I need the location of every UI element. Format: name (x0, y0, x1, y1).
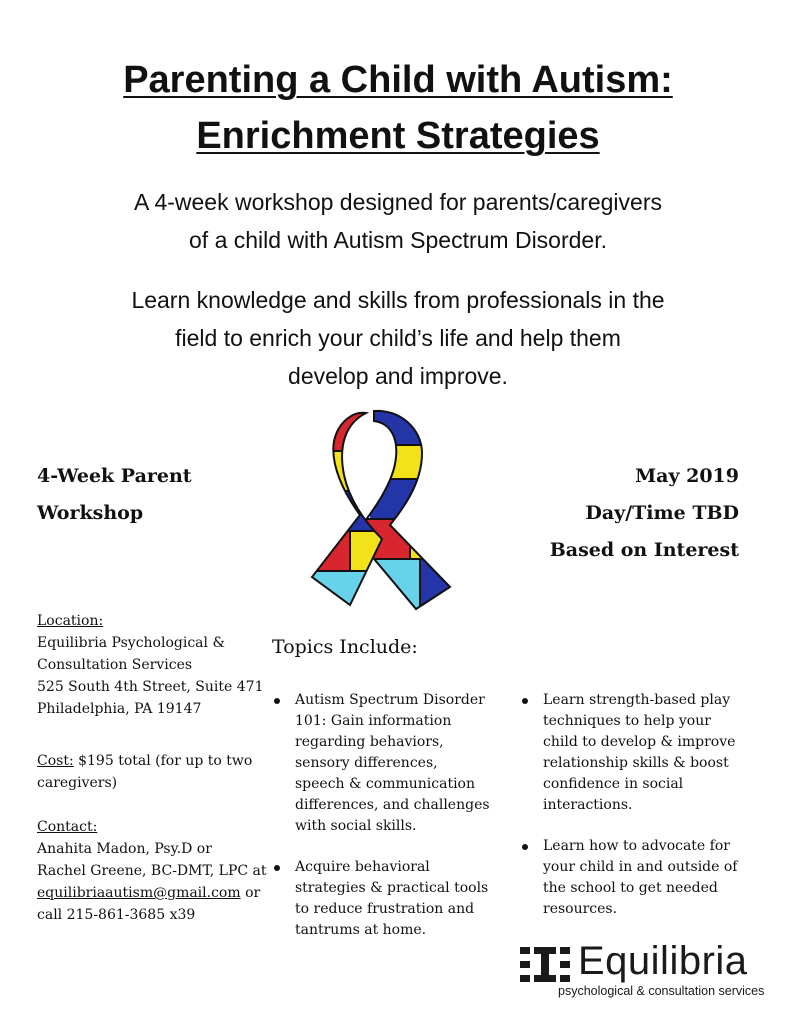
location-line-2: Consultation Services (37, 657, 193, 673)
workshop-line-1: 4-Week Parent (37, 465, 192, 487)
equilibria-logo (520, 939, 765, 1000)
cost-block (37, 750, 267, 794)
workshop-line-2: Workshop (37, 502, 144, 524)
topic-item: Learn strength-based play techniques to help your child to develop & improve relationship skills & boost confidence in social interactions. (520, 690, 748, 816)
schedule-time: Day/Time TBD (585, 502, 739, 524)
schedule-basis: Based on Interest (549, 539, 739, 561)
topics-heading: Topics Include: (272, 636, 418, 658)
contact-label: Contact: (37, 819, 98, 835)
schedule-date: May 2019 (635, 465, 739, 487)
logo-name: Equilibria (578, 939, 748, 983)
logo-tagline: psychological & consultation services (558, 984, 765, 998)
location-line-3: 525 South 4th Street, Suite 471 (37, 679, 264, 695)
contact-email-link[interactable]: equilibriaautism@gmail.com (37, 885, 241, 901)
intro-learn (60, 281, 736, 395)
title-line-1: Parenting a Child with Autism: (123, 59, 673, 101)
topic-item: Learn how to advocate for your child in and outside of the school to get needed resources. (520, 836, 748, 920)
intro-line-1: A 4-week workshop designed for parents/caregivers (133, 189, 662, 215)
intro-line-4: field to enrich your child’s life and help them (175, 325, 621, 351)
schedule-block (550, 458, 739, 569)
title-line-2: Enrichment Strategies (196, 115, 600, 157)
intro-line-2: of a child with Autism Spectrum Disorder. (189, 227, 607, 253)
contact-line-2: Rachel Greene, BC-DMT, LPC at (37, 863, 267, 879)
autism-puzzle-ribbon-icon (310, 405, 456, 613)
contact-block (37, 816, 267, 926)
location-line-4: Philadelphia, PA 19147 (37, 701, 202, 717)
topic-item: Autism Spectrum Disorder 101: Gain information regarding behaviors, sensory differences, speech & communication differences, and challenges with social skills. (272, 690, 490, 837)
location-label: Location: (37, 613, 104, 629)
topics-column-left (272, 690, 490, 961)
cost-label: Cost: (37, 753, 74, 769)
contact-email-suffix: or (240, 885, 261, 901)
contact-line-3: call 215-861-3685 x39 (37, 907, 196, 923)
contact-line-1: Anahita Madon, Psy.D or (37, 841, 212, 857)
topics-column-right (520, 690, 748, 940)
workshop-heading (37, 458, 192, 532)
cost-text: $195 total (for up to two caregivers) (37, 753, 253, 791)
topic-item: Acquire behavioral strategies & practical tools to reduce frustration and tantrums at home. (272, 857, 490, 941)
location-block (37, 610, 267, 720)
page-title (0, 52, 796, 164)
location-line-1: Equilibria Psychological & (37, 635, 225, 651)
intro-line-5: develop and improve. (288, 363, 508, 389)
intro-line-3: Learn knowledge and skills from professionals in the (131, 287, 665, 313)
equilibria-mark-icon (520, 945, 570, 985)
intro-description (60, 183, 736, 259)
